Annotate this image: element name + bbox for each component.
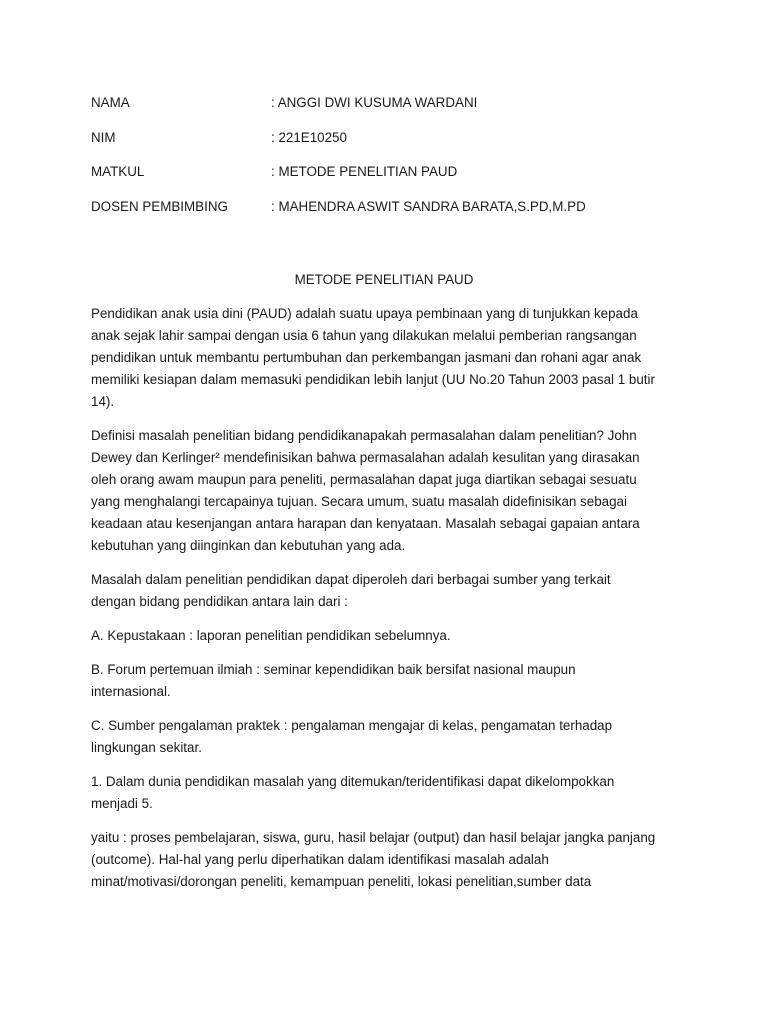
paragraph-line: B. Forum pertemuan ilmiah : seminar kependidikan baik bersifat nasional maupun <box>91 662 576 677</box>
paragraph <box>91 303 681 413</box>
document-body <box>91 303 681 905</box>
identity-label: NAMA <box>91 95 130 110</box>
paragraph-line: 14). <box>91 394 115 409</box>
identity-label: MATKUL <box>91 164 145 180</box>
paragraph-line: dengan bidang pendidikan antara lain dari : <box>91 594 348 609</box>
paragraph-line: kebutuhan yang diinginkan dan kebutuhan yang ada. <box>91 538 406 553</box>
paragraph-line: anak sejak lahir sampai dengan usia 6 tahun yang dilakukan melalui pemberian rangsangan <box>91 328 637 343</box>
paragraph-line: Dewey dan Kerlinger² mendefinisikan bahwa permasalahan adalah kesulitan yang dirasakan <box>91 450 640 465</box>
identity-value: : MAHENDRA ASWIT SANDRA BARATA,S.PD,M.PD <box>271 198 586 214</box>
paragraph-line: 1. Dalam dunia pendidikan masalah yang ditemukan/teridentifikasi dapat dikelompokkan <box>91 774 615 789</box>
paragraph-line: yang menghalangi tercapainya tujuan. Secara umum, suatu masalah didefinisikan sebagai <box>91 494 627 509</box>
paragraph <box>91 715 681 759</box>
identity-table <box>91 93 691 231</box>
paragraph-line: Masalah dalam penelitian pendidikan dapat diperoleh dari berbagai sumber yang terkait <box>91 572 611 587</box>
paragraph <box>91 827 681 893</box>
paragraph-line: Pendidikan anak usia dini (PAUD) adalah suatu upaya pembinaan yang di tunjukkan kepada <box>91 306 638 321</box>
paragraph <box>91 425 681 557</box>
document-title: METODE PENELITIAN PAUD <box>294 272 474 287</box>
paragraph-line: C. Sumber pengalaman praktek : pengalaman mengajar di kelas, pengamatan terhadap <box>91 718 613 733</box>
paragraph-line: menjadi 5. <box>91 796 153 811</box>
paragraph-line: lingkungan sekitar. <box>91 740 202 755</box>
identity-label: DOSEN PEMBIMBING <box>91 198 228 214</box>
identity-value: : METODE PENELITIAN PAUD <box>271 164 458 180</box>
paragraph-line: A. Kepustakaan : laporan penelitian pendidikan sebelumnya. <box>91 628 451 643</box>
identity-label: NIM <box>91 129 116 145</box>
paragraph-line: internasional. <box>91 684 171 699</box>
paragraph-line: oleh orang awam maupun para peneliti, permasalahan dapat juga diartikan sebagai sesuatu <box>91 472 637 487</box>
paragraph-line: keadaan atau kesenjangan antara harapan dan kenyataan. Masalah sebagai gapaian antara <box>91 516 640 531</box>
paragraph <box>91 659 681 703</box>
paragraph-line: memiliki kesiapan dalam memasuki pendidikan lebih lanjut (UU No.20 Tahun 2003 pasal 1 butir <box>91 372 655 387</box>
paragraph <box>91 569 681 613</box>
paragraph-line: (outcome). Hal-hal yang perlu diperhatikan dalam identifikasi masalah adalah <box>91 852 549 867</box>
identity-row-name <box>91 93 691 128</box>
paragraph-line: yaitu : proses pembelajaran, siswa, guru, hasil belajar (output) dan hasil belajar jangka panjang <box>91 830 656 845</box>
identity-value: : 221E10250 <box>271 129 347 145</box>
identity-value: : ANGGI DWI KUSUMA WARDANI <box>271 95 478 110</box>
identity-row-supervisor <box>91 197 691 232</box>
paragraph-line: Definisi masalah penelitian bidang pendidikanapakah permasalahan dalam penelitian? John <box>91 428 637 443</box>
paragraph <box>91 771 681 815</box>
paragraph-line: pendidikan untuk membantu pertumbuhan dan perkembangan jasmani dan rohani agar anak <box>91 350 642 365</box>
paragraph <box>91 625 681 647</box>
paragraph-line: minat/motivasi/dorongan peneliti, kemampuan peneliti, lokasi penelitian,sumber data <box>91 874 592 889</box>
identity-row-nim <box>91 128 691 163</box>
identity-row-course <box>91 162 691 197</box>
